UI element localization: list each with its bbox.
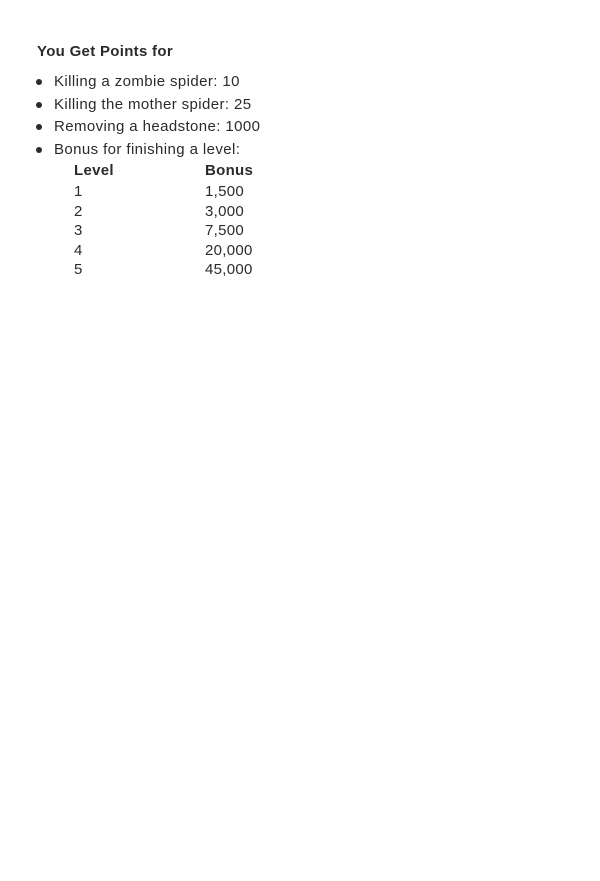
bonus-cell: 7,500	[205, 222, 245, 239]
bullet-icon	[36, 147, 42, 153]
list-item-text: Killing the mother spider: 25	[54, 95, 252, 113]
table-header-row	[74, 160, 325, 182]
bullet-icon	[36, 102, 42, 108]
bullet-icon	[36, 124, 42, 130]
bonus-cell: 45,000	[205, 261, 253, 278]
level-cell: 5	[74, 261, 83, 278]
list-item	[34, 116, 260, 139]
table-row	[74, 182, 325, 202]
bonus-cell: 3,000	[205, 202, 245, 220]
section-heading: You Get Points for	[37, 43, 173, 60]
list-item	[34, 139, 260, 162]
list-item	[34, 94, 260, 117]
level-cell: 4	[74, 241, 83, 259]
table-row	[74, 241, 325, 261]
list-item-text: Killing a zombie spider: 10	[54, 73, 240, 90]
table-row	[74, 260, 325, 280]
table-row	[74, 202, 325, 222]
level-bonus-table	[74, 160, 325, 280]
list-item-text: Removing a headstone: 1000	[54, 118, 261, 135]
list-item	[34, 71, 260, 94]
table-row	[74, 221, 325, 241]
bullet-icon	[36, 79, 42, 85]
bonus-cell: 20,000	[205, 241, 253, 259]
points-list	[34, 71, 260, 161]
list-item-text: Bonus for finishing a level:	[54, 140, 241, 158]
bonus-cell: 1,500	[205, 183, 245, 200]
column-header-level: Level	[74, 162, 114, 179]
level-cell: 2	[74, 202, 83, 220]
column-header-bonus: Bonus	[205, 162, 254, 179]
level-cell: 1	[74, 183, 83, 200]
level-cell: 3	[74, 222, 83, 239]
